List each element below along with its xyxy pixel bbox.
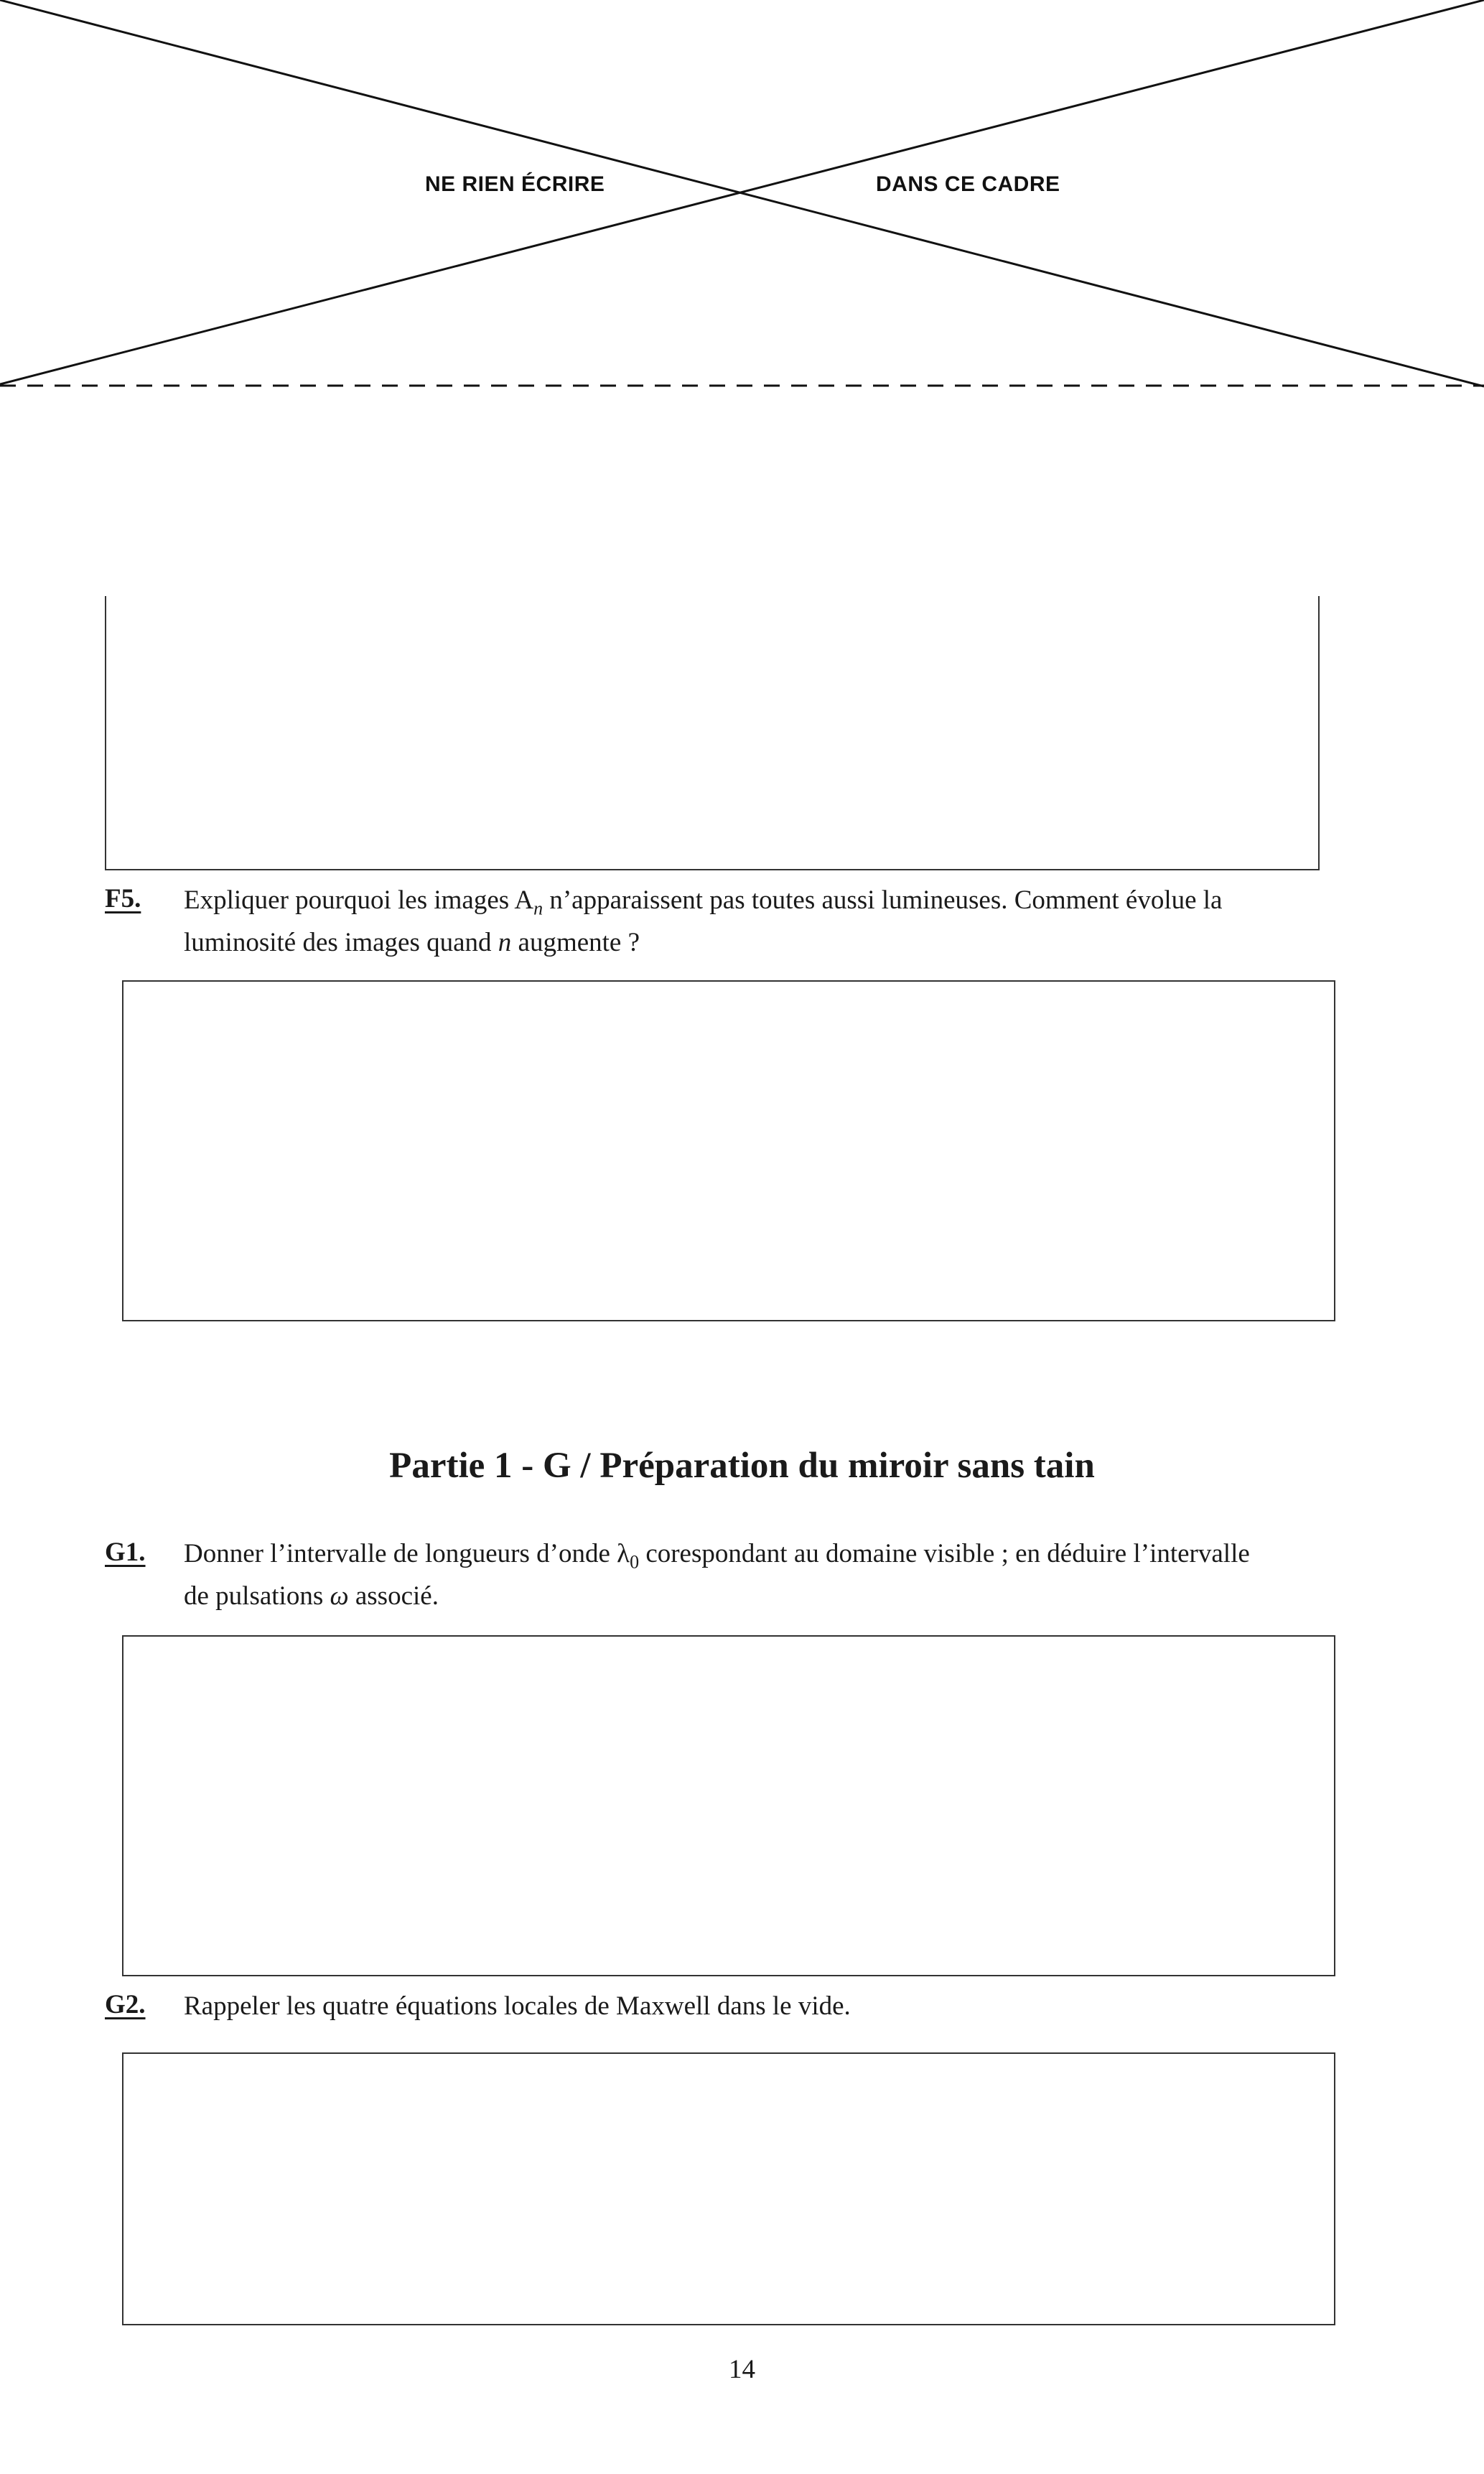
- answer-box-f4-continued[interactable]: [105, 596, 1320, 870]
- question-number-g2: G2.: [105, 1990, 146, 2019]
- question-text-f5: [184, 883, 1347, 960]
- answer-box-g1[interactable]: [122, 1635, 1335, 1976]
- no-write-label-left: NE RIEN ÉCRIRE: [425, 172, 605, 196]
- no-write-frame: [0, 0, 1484, 395]
- question-text-g1: [184, 1537, 1347, 1614]
- no-write-label-right: DANS CE CADRE: [876, 172, 1060, 196]
- page-number: 14: [729, 2355, 755, 2384]
- answer-box-g2[interactable]: [122, 2052, 1335, 2325]
- answer-box-f5[interactable]: [122, 980, 1335, 1321]
- question-number-f5: F5.: [105, 884, 141, 913]
- section-title: Partie 1 - G / Préparation du miroir sans tain: [389, 1446, 1095, 1486]
- question-f5-line-1: Expliquer pourquoi les images $A_n$ n’apparaissent pas toutes aussi lumineuses. Comment évolue la: [184, 885, 1223, 919]
- question-g1-line-2: de pulsations ω associé.: [184, 1581, 439, 1612]
- question-g1-line-1: Donner l’intervalle de longueurs d’onde $\lambda_0$ corespondant au domaine visible ; en déduire l’intervalle: [184, 1539, 1250, 1573]
- question-text-g2: Rappeler les quatre équations locales de Maxwell dans le vide.: [184, 1991, 851, 2021]
- question-number-g1: G1.: [105, 1538, 146, 1567]
- question-f5-line-2: luminosité des images quand n augmente ?: [184, 928, 640, 958]
